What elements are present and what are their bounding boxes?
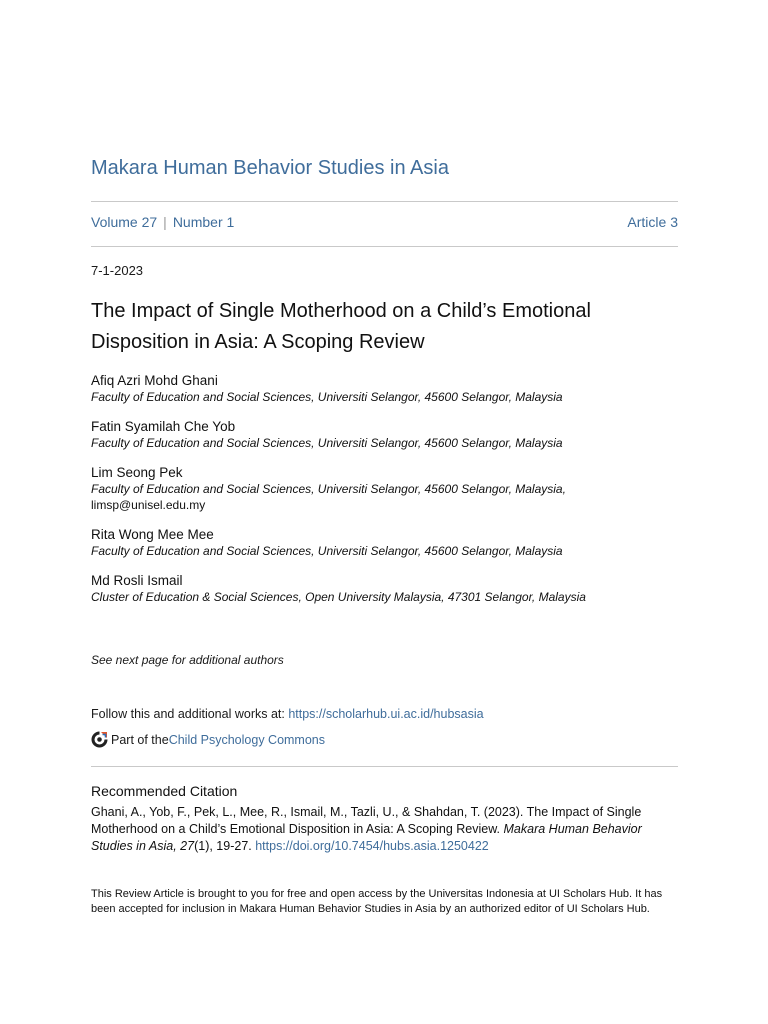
author-list (91, 372, 678, 618)
citation-pages: (1), 19-27. (194, 839, 256, 853)
citation-text (91, 804, 678, 855)
author-affiliation: Faculty of Education and Social Sciences, Universiti Selangor, 45600 Selangor, Malaysia (91, 544, 563, 558)
access-notice: This Review Article is brought to you for free and open access by the Universitas Indonesia at UI Scholars Hub. It has been accepted for inclusion in Makara Human Behavior Studies in Asia by an authorized editor of UI Scholars Hub. (91, 888, 663, 915)
issue-row (91, 214, 678, 230)
author-name: Md Rosli Ismail (91, 573, 183, 588)
follow-line (91, 707, 484, 721)
author-entry (91, 464, 678, 513)
author-affiliation: Cluster of Education & Social Sciences, Open University Malaysia, 47301 Selangor, Malaysia (91, 590, 586, 604)
number-link[interactable]: Number 1 (172, 214, 235, 230)
divider-top (91, 201, 678, 202)
journal-title-link[interactable]: Makara Human Behavior Studies in Asia (91, 157, 449, 179)
author-affiliation: Faculty of Education and Social Sciences, Universiti Selangor, 45600 Selangor, Malaysia, (91, 482, 566, 496)
author-affiliation: Faculty of Education and Social Sciences, Universiti Selangor, 45600 Selangor, Malaysia (91, 436, 563, 450)
commons-icon (91, 731, 108, 748)
citation-authors-title: Ghani, A., Yob, F., Pek, L., Mee, R., Ismail, M., Tazli, U., & Shahdan, T. (2023). The Impact of Single Motherhood on a Child’s Emotional Disposition in Asia: A Scoping Review. (91, 805, 642, 836)
author-affiliation: Faculty of Education and Social Sciences, Universiti Selangor, 45600 Selangor, Malaysia (91, 390, 563, 404)
issue-info (91, 214, 234, 230)
divider-citation (91, 766, 678, 767)
issue-separator: | (163, 214, 167, 230)
article-link[interactable]: Article 3 (627, 214, 678, 230)
author-name: Afiq Azri Mohd Ghani (91, 373, 218, 388)
author-name: Rita Wong Mee Mee (91, 527, 214, 542)
commons-link[interactable]: Child Psychology Commons (168, 732, 325, 747)
divider-issue (91, 246, 678, 247)
author-entry (91, 572, 678, 605)
part-of-label: Part of the (111, 732, 169, 747)
follow-label: Follow this and additional works at: (91, 707, 289, 721)
part-of-line (91, 731, 325, 748)
repository-link[interactable]: https://scholarhub.ui.ac.id/hubsasia (288, 707, 484, 721)
recommended-citation-heading: Recommended Citation (91, 783, 238, 799)
author-entry (91, 526, 678, 559)
author-name: Lim Seong Pek (91, 465, 183, 480)
author-entry (91, 372, 678, 405)
author-name: Fatin Syamilah Che Yob (91, 419, 236, 434)
citation-journal: Makara Human Behavior Studies in Asia, 27 (91, 822, 642, 853)
doi-link[interactable]: https://doi.org/10.7454/hubs.asia.1250422 (255, 839, 489, 853)
volume-link[interactable]: Volume 27 (91, 214, 158, 230)
article-title: The Impact of Single Motherhood on a Child’s Emotional Disposition in Asia: A Scoping Review (91, 300, 591, 353)
additional-authors-note: See next page for additional authors (91, 653, 284, 667)
author-entry (91, 418, 678, 451)
author-email[interactable]: limsp@unisel.edu.my (91, 498, 206, 512)
publication-date: 7-1-2023 (91, 263, 144, 278)
